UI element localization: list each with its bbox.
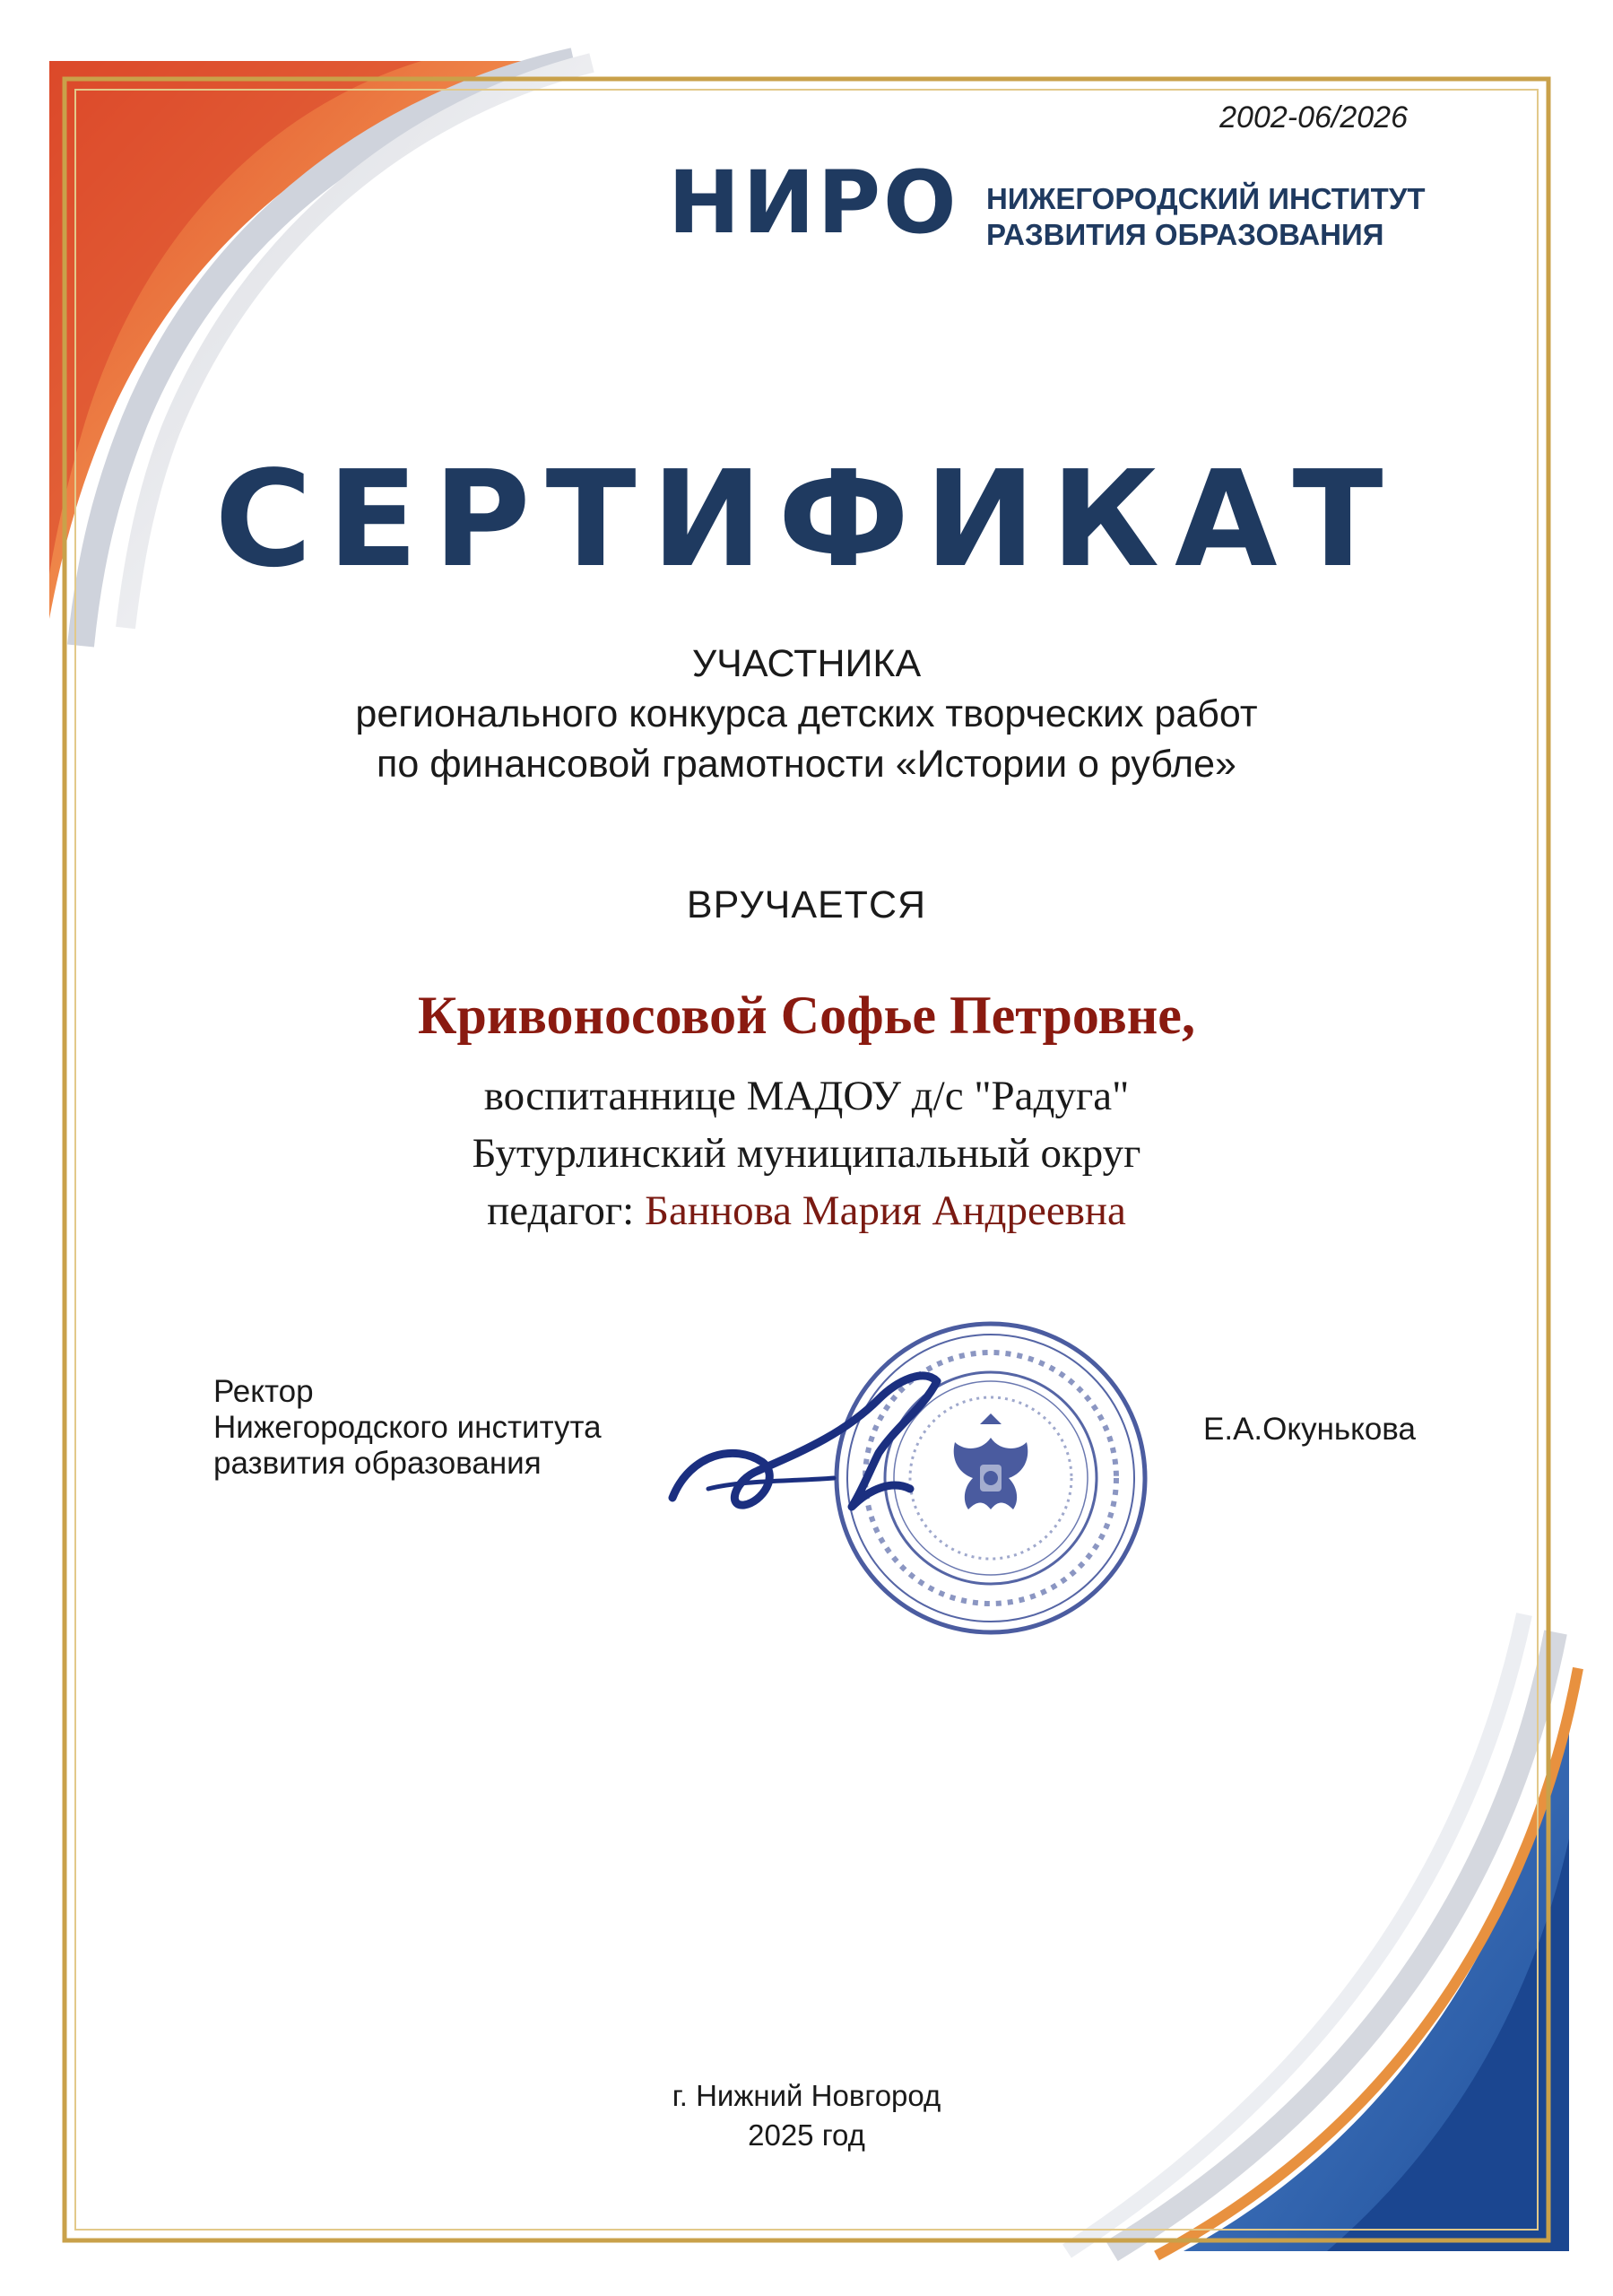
handwritten-signature-icon	[655, 1345, 959, 1543]
institute-name	[986, 181, 1453, 253]
double-headed-eagle-icon	[954, 1413, 1028, 1509]
document-number: 2002-06/2026	[1219, 100, 1408, 135]
institute-name-line1: НИЖЕГОРОДСКИЙ ИНСТИТУТ	[986, 182, 1426, 215]
niro-logo: НИРО	[668, 152, 959, 253]
recipient-details	[0, 1067, 1613, 1239]
signatory-position	[213, 1374, 715, 1482]
signatory-name: Е.А.Окунькова	[1203, 1412, 1416, 1447]
signatory-position-line1: Ректор	[213, 1374, 314, 1409]
awarded-label: ВРУЧАЕТСЯ	[686, 883, 927, 926]
certificate-subtitle	[0, 639, 1613, 789]
recipient-name: Кривоносовой Софье Петровне,	[418, 986, 1195, 1045]
issue-year: 2025 год	[748, 2118, 865, 2152]
subtitle-line2: регионального конкурса детских творческих работ	[355, 692, 1258, 735]
recipient-teacher	[0, 1182, 1613, 1239]
teacher-name: Баннова Мария Андреевна	[644, 1187, 1126, 1234]
recipient-district: Бутурлинский муниципальный округ	[472, 1130, 1141, 1177]
institute-name-line2: РАЗВИТИЯ ОБРАЗОВАНИЯ	[986, 218, 1384, 251]
subtitle-line1: УЧАСТНИКА	[691, 642, 922, 685]
recipient-institution: воспитаннице МАДОУ д/с "Радуга"	[483, 1073, 1130, 1119]
certificate-title: СЕРТИФИКАТ	[214, 442, 1399, 596]
issue-place-and-year	[0, 2076, 1613, 2155]
signatory-position-line3: развития образования	[213, 1446, 542, 1481]
subtitle-line3: по финансовой грамотности «Истории о рубле»	[377, 743, 1236, 786]
teacher-prefix: педагог:	[487, 1187, 645, 1234]
signatory-position-line2: Нижегородского института	[213, 1410, 602, 1445]
issue-city: г. Нижний Новгород	[672, 2079, 941, 2112]
